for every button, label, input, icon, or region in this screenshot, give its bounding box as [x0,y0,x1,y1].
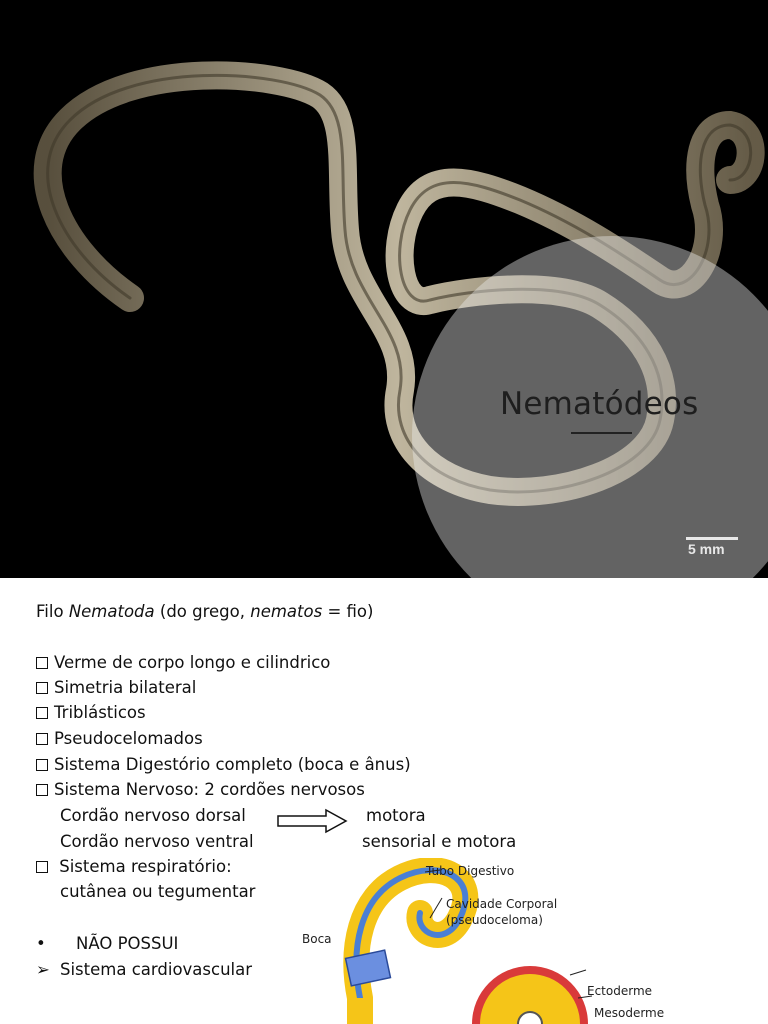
list-item: Sistema Digestório completo (boca e ânus) [36,755,411,774]
checkbox-icon [36,759,48,771]
label-cavidade-corporal: Cavidade Corporal [446,897,558,911]
content-area [0,578,768,1024]
nerve-ventral: Cordão nervoso ventral [60,832,254,851]
checkbox-icon [36,784,48,796]
list-item: Triblásticos [36,703,146,722]
nerve-dorsal-role: motora [366,806,426,825]
nerve-ventral-role: sensorial e motora [362,832,517,851]
intro-mid: (do grego, [154,602,251,621]
scale-label: 5 mm [688,541,725,557]
checkbox-icon [36,682,48,694]
intro-suffix: = fio) [322,602,374,621]
intro-line [36,602,373,621]
arrow-icon [276,808,348,834]
label-tubo-digestivo: Tubo Digestivo [426,864,515,878]
intro-prefix: Filo [36,602,69,621]
list-item: Verme de corpo longo e cilindrico [36,653,330,672]
intro-phylum: Nematoda [68,602,155,621]
list-item: Pseudocelomados [36,729,203,748]
title-underline [571,432,632,434]
list-item: Sistema Nervoso: 2 cordões nervosos [36,780,365,799]
nerve-dorsal: Cordão nervoso dorsal [60,806,246,825]
checkbox-icon [36,861,48,873]
list-item: Sistema respiratório: [36,857,232,876]
scale-bar [686,537,738,540]
list-item: Simetria bilateral [36,678,196,697]
checkbox-icon [36,733,48,745]
intro-word: nematos [250,602,323,621]
cardio-line: ➢ Sistema cardiovascular [36,960,253,979]
checkbox-icon [36,657,48,669]
nematode-anatomy-diagram [320,858,768,1024]
bullet-icon: • [36,934,46,953]
slide-title: Nematódeos [500,386,699,422]
checkbox-icon [36,707,48,719]
label-ectoderme: Ectoderme [587,984,653,998]
label-mesoderme: Mesoderme [594,1006,665,1020]
resp-value: cutânea ou tegumentar [60,882,256,901]
label-boca: Boca [302,932,332,946]
nao-possui-line: • NÃO POSSUI [36,934,179,953]
label-pseudoceloma: (pseudoceloma) [446,913,543,927]
arrowhead-bullet-icon: ➢ [36,960,50,979]
